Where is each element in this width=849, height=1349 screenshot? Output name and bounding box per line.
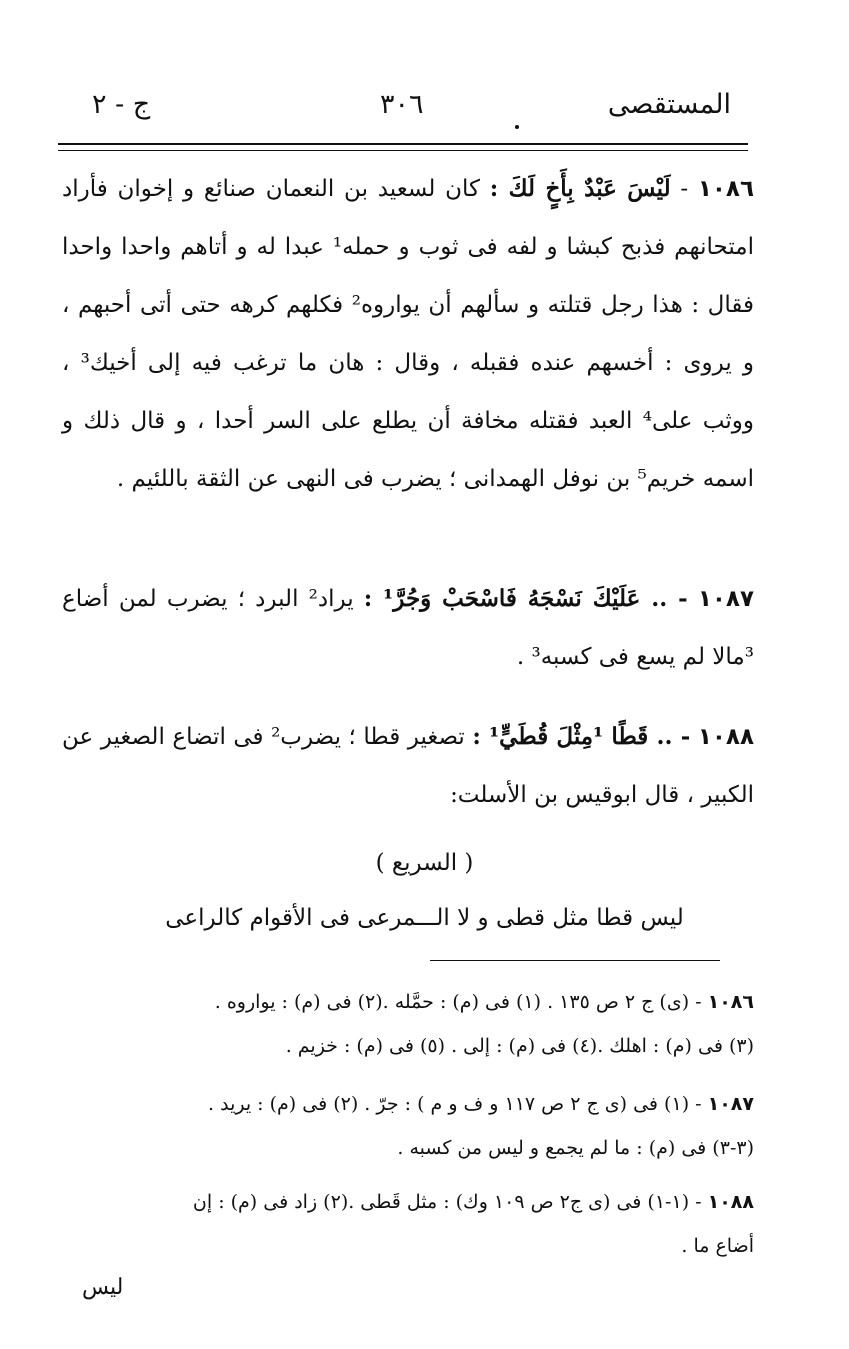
- catchword: ليس: [82, 1275, 124, 1300]
- proverb-entry-1088: [62, 708, 754, 824]
- poem-meter: ( السريع ): [375, 850, 474, 876]
- entry-headword: لَيْسَ عَبْدٌ بِأَخٍ لَكَ :: [489, 175, 671, 202]
- proverb-entry-1087: [62, 570, 754, 686]
- proverb-entry-1086: [62, 160, 754, 508]
- footnote-line: (٣-٣) فى (م) : ما لم يجمع و ليس من كسبه .: [397, 1137, 754, 1159]
- header-dot: [515, 125, 519, 129]
- header-rule: [58, 143, 748, 145]
- footnote-line: - (ى) ج ٢ ص ١٣٥ . (١) فى (م) : حمَّله .(٢) فى (م) : يواروه .: [214, 991, 702, 1013]
- entry-dash: -: [670, 176, 689, 202]
- entry-number: ١٠٨٧: [697, 586, 755, 612]
- entry-text: كان لسعيد بن النعمان صنائع و إخوان فأراد امتحانهم فذبح كبشا و لفه فى ثوب و حمله¹ عبدا له و أتاهم واحدا واحدا فقال : هذا رجل قتلته و سألهم أن يواروه² فكلهم كرهه حتى أتى أحبهم ، و يروى : أخسهم عنده فقبله ، وقال : هان ما ترغب فيه إلى أخيك³ ، ووثب على⁴ العبد فقتله مخافة أن يطلع على السر أحدا ، و قال ذلك و اسمه خريم⁵ بن نوفل الهمدانى ؛ يضرب فى النهى عن الثقة باللئيم .: [62, 176, 755, 492]
- footnote-number: ١٠٨٦: [707, 991, 754, 1013]
- header-rule-thin: [58, 150, 748, 151]
- footnote-line: - (١) فى (ى ج ٢ ص ١١٧ و ف و م ) : جرّ . (٢) فى (م) : يريد .: [208, 1093, 702, 1115]
- footnote-rule: [430, 960, 720, 961]
- footnote-number: ١٠٨٧: [707, 1093, 754, 1115]
- footnote-1086: [62, 980, 754, 1068]
- footnote-number: ١٠٨٨: [707, 1191, 754, 1213]
- entry-text: تصغير قطا ؛ يضرب² فى اتضاع الصغير عن الكبير ، قال ابوقيس بن الأسلت:: [62, 724, 754, 808]
- entry-text: يراد² البرد ؛ يضرب لمن أضاع ³مالا لم يسع فى كسبه³ .: [62, 586, 754, 670]
- footnote-1088: [62, 1180, 754, 1268]
- entry-number: ١٠٨٦: [697, 176, 754, 202]
- poem-verse: ليس قطا مثل قطى و لا الـــمرعى فى الأقوام كالراعى: [165, 905, 684, 931]
- page-number: ٣٠٦: [380, 89, 424, 120]
- entry-headword: - .. عَلَيْكَ نَسْجَهُ فَاسْحَبْ وَجُرَّ¹ :: [363, 585, 688, 612]
- footnote-1087: [62, 1082, 754, 1170]
- footnote-line: (٣) فى (م) : اهلك .(٤) فى (م) : إلى . (٥) فى (م) : خزيم .: [285, 1035, 754, 1057]
- entry-number: ١٠٨٨: [697, 724, 755, 750]
- volume-marker: ج - ٢: [92, 89, 151, 120]
- footnote-line: أضاع ما .: [681, 1235, 754, 1257]
- running-title: المستقصى: [607, 89, 731, 120]
- entry-headword: - .. قَطًا ¹مِثْلَ قُطَيٍّ¹ :: [472, 723, 691, 750]
- footnote-line: - (١-١) فى (ى ج٢ ص ١٠٩ وك) : مثل قَطى .(٢) زاد فى (م) : إن: [192, 1191, 702, 1213]
